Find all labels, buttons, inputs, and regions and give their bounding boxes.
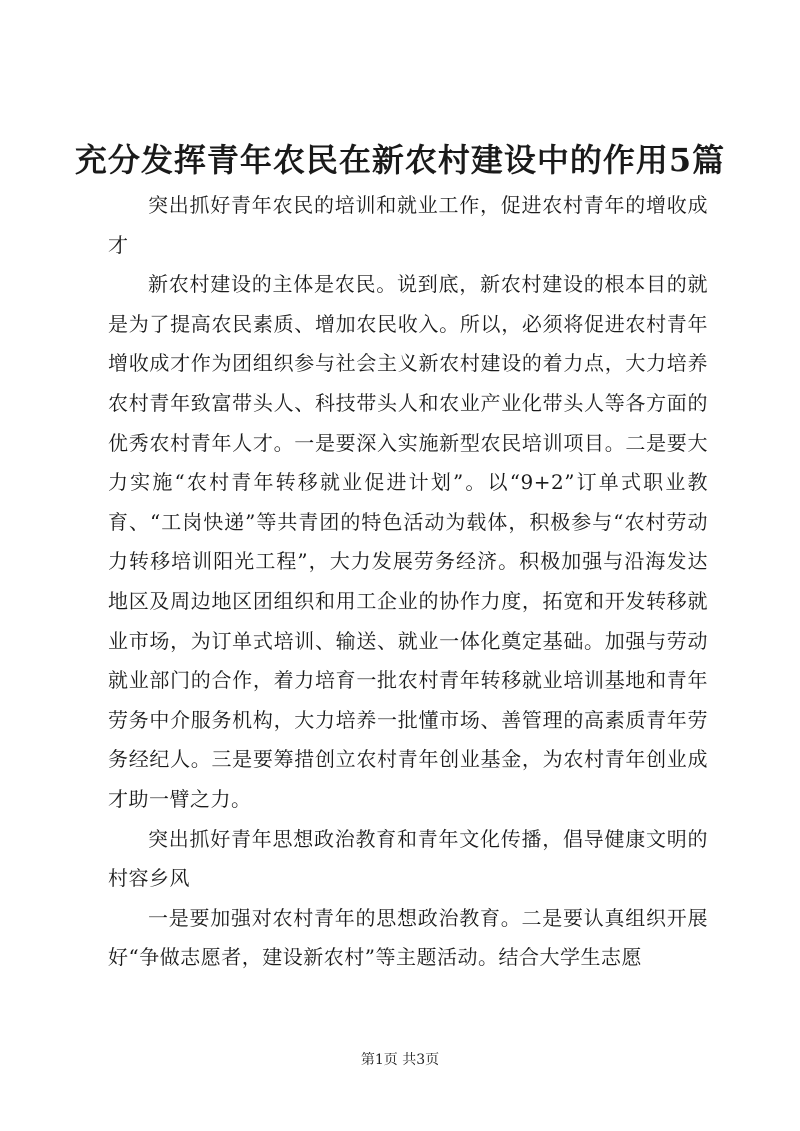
paragraph-training-body: 新农村建设的主体是农民。说到底，新农村建设的根本目的就是为了提高农民素质、增加农民收入。所以，必须将促进农村青年增收成才作为团组织参与社会主义新农村建设的着力点，大力培养农村青年致富带头人、科技带头人和农业产业化带头人等各方面的优秀农村青年人才。一是要深入实施新型农民培训项目。二是要大力实施“农村青年转移就业促进计划”。以“9+2”订单式职业教育、“工岗快递”等共青团的特色活动为载体，积极参与“农村劳动力转移培训阳光工程”，大力发展劳务经济。积极加强与沿海发达地区及周边地区团组织和用工企业的协作力度，拓宽和开发转移就业市场，为订单式培训、输送、就业一体化奠定基础。加强与劳动就业部门的合作，着力培育一批农村青年转移就业培训基地和青年劳务中介服务机构，大力培养一批懂市场、善管理的高素质青年劳务经纪人。三是要筹措创立农村青年创业基金，为农村青年创业成才助一臂之力。 xyxy=(108,272,708,811)
paragraph-heading-training: 突出抓好青年农民的培训和就业工作，促进农村青年的增收成才 xyxy=(108,193,708,257)
page-number-footer: 第1页 共3页 xyxy=(360,1052,440,1068)
document-body xyxy=(108,186,708,978)
paragraph-education-body: 一是要加强对农村青年的思想政治教育。二是要认真组织开展好“争做志愿者，建设新农村”等主题活动。结合大学生志愿 xyxy=(108,905,708,970)
paragraph-heading-education: 突出抓好青年思想政治教育和青年文化传播，倡导健康文明的村容乡风 xyxy=(108,826,708,891)
document-title: 充分发挥青年农民在新农村建设中的作用5篇 xyxy=(74,141,726,179)
